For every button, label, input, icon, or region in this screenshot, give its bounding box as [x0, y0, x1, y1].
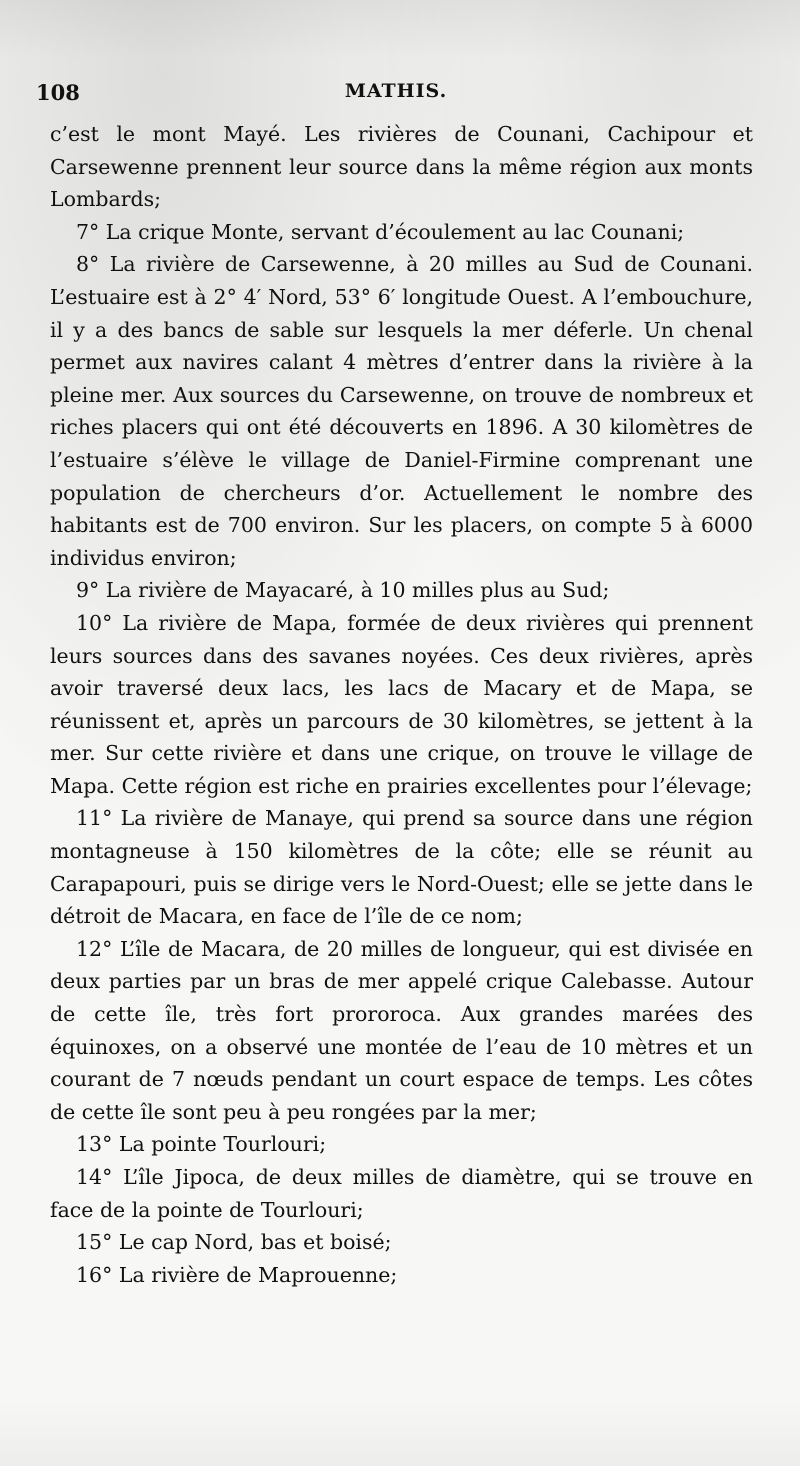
page-header [36, 80, 756, 110]
paragraph-item-11: 11° La rivière de Manaye, qui prend sa source dans une région montagneuse à 150 kilomètres de la côte; elle se réunit au Carapapouri, puis se dirige vers le Nord-Ouest; elle se jette dans le détroit de Macara, en face de l’île de ce nom; [50, 806, 753, 929]
paragraph-item-12: 12° L’île de Macara, de 20 milles de longueur, qui est divisée en deux parties par un bras de mer appelé crique Calebasse. Autour de cette île, très fort prororoca. Aux grandes marées des équinoxes, on a observé une montée de l’eau de 10 mètres et un courant de 7 nœuds pendant un court espace de temps. Les côtes de cette île sont peu à peu rongées par la mer; [50, 936, 753, 1124]
paragraph-item-9: 9° La rivière de Mayacaré, à 10 milles plus au Sud; [76, 578, 610, 603]
paragraph-item-15: 15° Le cap Nord, bas et boisé; [76, 1230, 392, 1255]
paragraph-item-7: 7° La crique Monte, servant d’écoulement au lac Counani; [76, 219, 685, 244]
paragraph-item-16: 16° La rivière de Maprouenne; [76, 1262, 398, 1287]
paragraph-item-8: 8° La rivière de Carsewenne, à 20 milles au Sud de Counani. L’estuaire est à 2° 4′ Nord, 53° 6′ longitude Ouest. A l’embouchure, il y a des bancs de sable sur lesquels la mer déferle. Un chenal permet aux navires calant 4 mètres d’entrer dans la rivière à la pleine mer. Aux sources du Carsewenne, on trouve de nombreux et riches placers qui ont été découverts en 1896. A 30 kilomètres de l’estuaire s’élève le village de Daniel-Firmine comprenant une population de chercheurs d’or. Actuellement le nombre des habitants est de 700 environ. Sur les placers, on compte 5 à 6000 individus environ; [50, 252, 753, 570]
paragraph-item-14: 14° L’île Jipoca, de deux milles de diamètre, qui se trouve en face de la pointe de Tourlouri; [50, 1165, 753, 1222]
running-title: MATHIS. [344, 80, 448, 102]
paragraph-item-10: 10° La rivière de Mapa, formée de deux rivières qui prennent leurs sources dans des savanes noyées. Ces deux rivières, après avoir traversé deux lacs, les lacs de Macary et de Mapa, se réunissent et, après un parcours de 30 kilomètres, se jettent à la mer. Sur cette rivière et dans une crique, on trouve le village de Mapa. Cette région est riche en prairies excellentes pour l’élevage; [50, 610, 753, 798]
page-number: 108 [36, 80, 80, 105]
paragraph-continuation: c’est le mont Mayé. Les rivières de Counani, Cachipour et Carsewenne prennent leur source dans la même région aux monts Lombards; [50, 122, 753, 212]
paragraph-item-13: 13° La pointe Tourlouri; [76, 1132, 327, 1157]
body-text [50, 118, 753, 1291]
